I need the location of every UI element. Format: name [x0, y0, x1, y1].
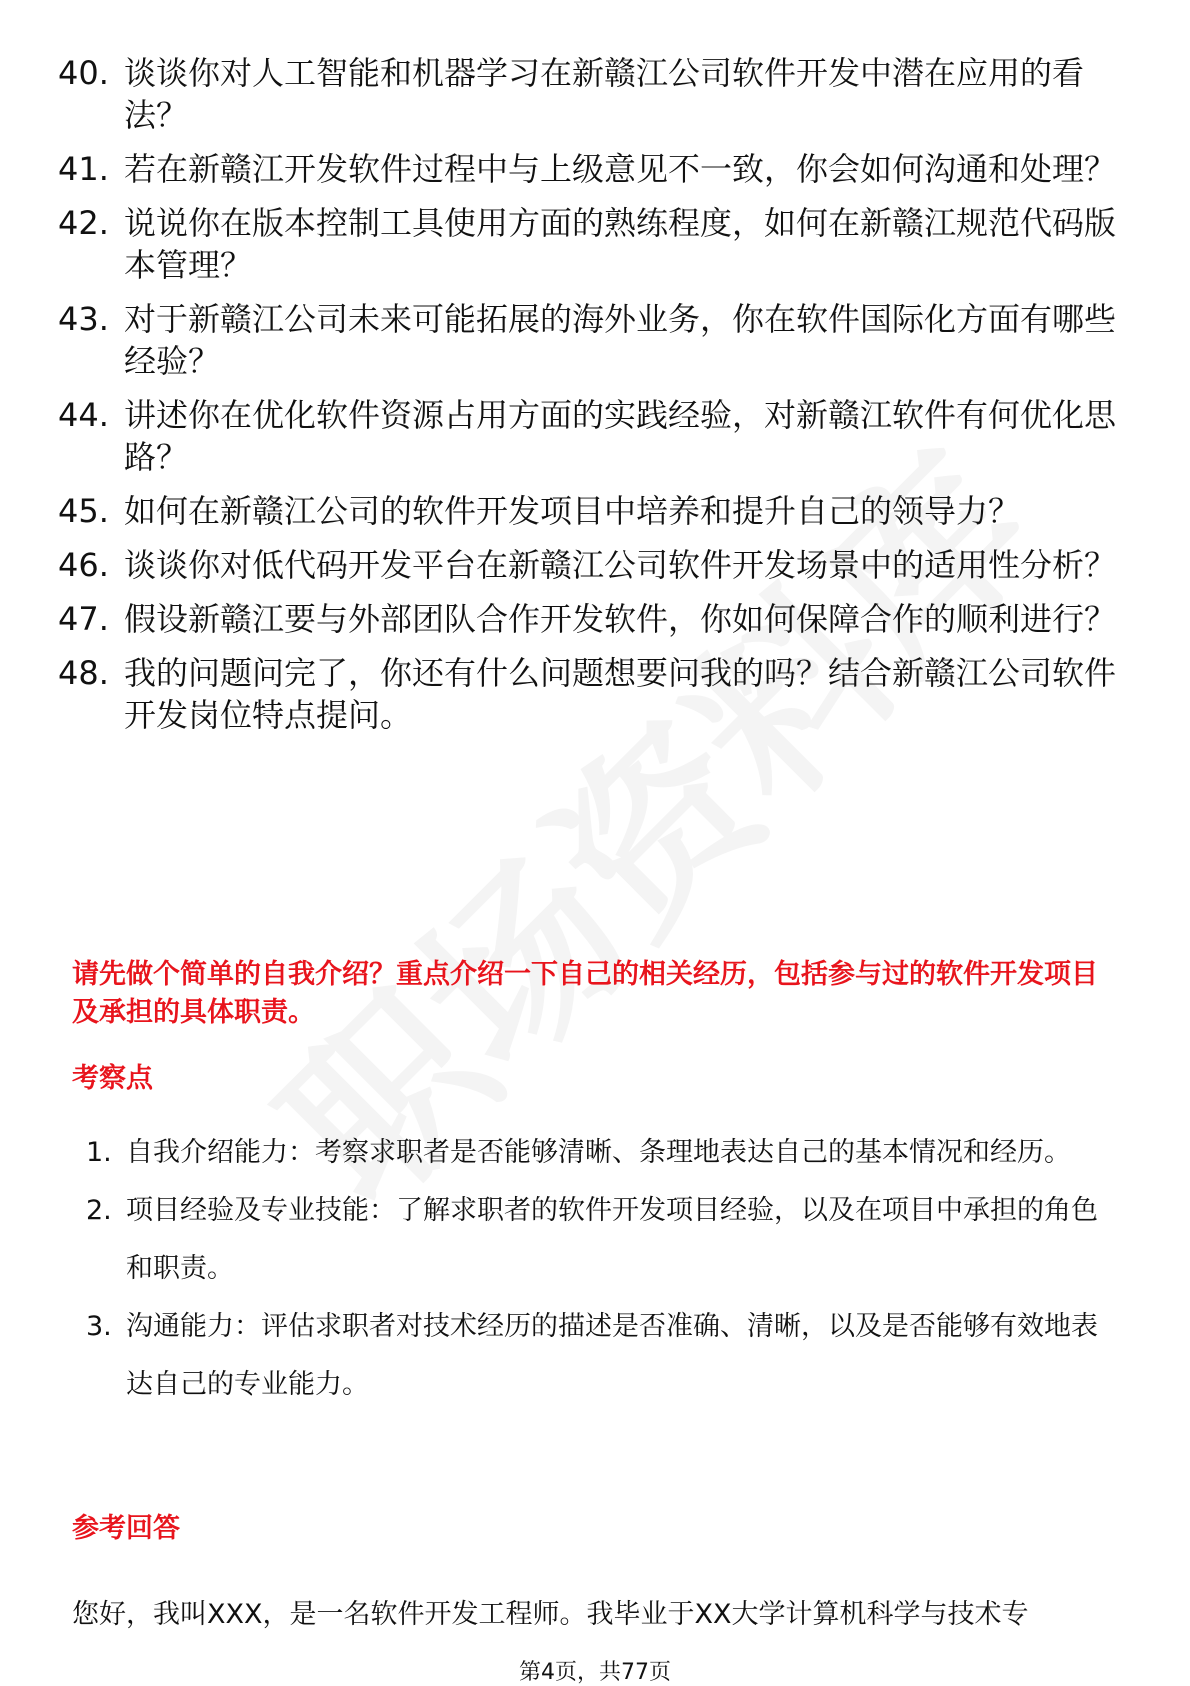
page-footer: 第4页，共77页: [519, 1660, 671, 1685]
item-text: 讲述你在优化软件资源占用方面的实践经验，对新赣江软件有何优化思路？: [124, 396, 1117, 476]
item-number: 43.: [58, 300, 109, 338]
item-text: 沟通能力：评估求职者对技术经历的描述是否准确、清晰，以及是否能够有效地表达自己的专业能力。: [126, 1311, 1098, 1400]
item-number: 3.: [86, 1311, 112, 1342]
item-text: 谈谈你对低代码开发平台在新赣江公司软件开发场景中的适用性分析？: [124, 546, 1117, 584]
assessment-list: [86, 1124, 1116, 1414]
item-text: 谈谈你对人工智能和机器学习在新赣江公司软件开发中潜在应用的看法？: [124, 54, 1085, 134]
item-text: 如何在新赣江公司的软件开发项目中培养和提升自己的领导力？: [124, 492, 1021, 530]
item-number: 1.: [86, 1137, 112, 1168]
item-number: 42.: [58, 204, 109, 242]
item-text: 我的问题问完了，你还有什么问题想要问我的吗？结合新赣江公司软件开发岗位特点提问。: [124, 654, 1117, 734]
item-number: 48.: [58, 654, 109, 692]
reference-heading: 参考回答: [72, 1513, 180, 1544]
item-number: 45.: [58, 492, 109, 530]
list-item: [58, 490, 1118, 532]
item-number: 44.: [58, 396, 109, 434]
item-text: 说说你在版本控制工具使用方面的熟练程度，如何在新赣江规范代码版本管理？: [124, 204, 1117, 284]
item-text: 若在新赣江开发软件过程中与上级意见不一致，你会如何沟通和处理？: [124, 150, 1117, 188]
reference-answer: 您好，我叫XXX，是一名软件开发工程师。我毕业于XX大学计算机科学与技术专: [72, 1599, 1029, 1630]
featured-question: 请先做个简单的自我介绍？重点介绍一下自己的相关经历，包括参与过的软件开发项目及承担的具体职责。: [72, 959, 1098, 1028]
list-item: [86, 1298, 1116, 1414]
assessment-heading: 考察点: [72, 1063, 153, 1094]
item-number: 2.: [86, 1195, 112, 1226]
item-text: 对于新赣江公司未来可能拓展的海外业务，你在软件国际化方面有哪些经验？: [124, 300, 1117, 380]
item-number: 47.: [58, 600, 109, 638]
item-text: 自我介绍能力：考察求职者是否能够清晰、条理地表达自己的基本情况和经历。: [126, 1137, 1071, 1168]
item-number: 40.: [58, 54, 109, 92]
item-number: 46.: [58, 546, 109, 584]
list-item: [58, 52, 1118, 136]
list-item: [58, 652, 1118, 736]
list-item: [58, 394, 1118, 478]
item-number: 41.: [58, 150, 109, 188]
list-item: [58, 544, 1118, 586]
list-item: [86, 1182, 1116, 1298]
list-item: [58, 202, 1118, 286]
list-item: [58, 148, 1118, 190]
list-item: [86, 1124, 1116, 1182]
question-list: [58, 52, 1118, 748]
item-text: 项目经验及专业技能：了解求职者的软件开发项目经验，以及在项目中承担的角色和职责。: [126, 1195, 1098, 1284]
item-text: 假设新赣江要与外部团队合作开发软件，你如何保障合作的顺利进行？: [124, 600, 1117, 638]
list-item: [58, 298, 1118, 382]
list-item: [58, 598, 1118, 640]
